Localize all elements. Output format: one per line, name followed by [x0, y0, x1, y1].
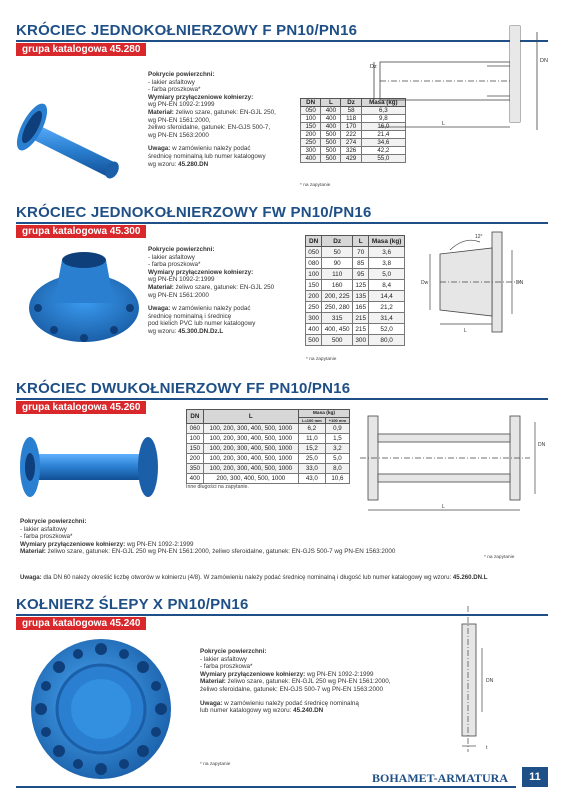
table-row: [187, 453, 350, 463]
cell: 400, 450: [322, 324, 353, 335]
section-title: KOŁNIERZ ŚLEPY X PN10/PN16: [16, 596, 249, 613]
uwaga-text: w zamówieniu należy podać średnicę nominalną: [224, 699, 359, 707]
table-row: [306, 258, 405, 269]
material-text: wg PN-EN 1561:2000,: [148, 116, 211, 124]
dims-value: wg PN-EN 1092-2:1999: [306, 670, 374, 678]
table-row: [187, 473, 350, 483]
dim-label-l: L: [442, 121, 446, 127]
dim-label-dn: DN: [538, 442, 546, 448]
cell: 200: [301, 131, 321, 139]
cell: 58: [341, 107, 361, 115]
table-row: [187, 443, 350, 453]
cell: 100: [187, 433, 204, 443]
cell: 9,8: [361, 115, 405, 123]
cell: 8,4: [369, 280, 405, 291]
coating-label: Pokrycie powierzchni:: [148, 71, 215, 78]
catalog-group-badge: grupa katalogowa 45.260: [16, 401, 146, 414]
cell: 14,4: [369, 291, 405, 302]
cell: 500: [322, 335, 353, 346]
cell: 43,0: [298, 473, 325, 483]
column-header: DN: [306, 236, 322, 247]
cell: 080: [306, 258, 322, 269]
cell: 15,2: [298, 443, 325, 453]
coating-option: - farba proszkowa*: [148, 261, 201, 269]
column-header: Masa (kg): [298, 410, 349, 418]
dim-label-dz: Dz: [370, 64, 377, 70]
technical-drawing-fw: [420, 228, 550, 338]
cell: 300: [301, 147, 321, 155]
uwaga-text: wg wzoru:: [148, 160, 177, 168]
spec-table: [305, 235, 405, 346]
cell: 21,4: [361, 131, 405, 139]
column-header: Masa (kg): [361, 99, 405, 107]
cell: 3,8: [369, 258, 405, 269]
cell: 3,2: [325, 443, 349, 453]
dim-label-dn: DN: [486, 678, 494, 684]
cell: 400: [301, 155, 321, 163]
cell: 100, 200, 300, 400, 500, 1000: [203, 423, 298, 433]
cell: 170: [341, 123, 361, 131]
section-rule: [16, 222, 548, 224]
dim-label-dw: Dw: [421, 280, 429, 286]
cell: 42,2: [361, 147, 405, 155]
cell: 100: [301, 115, 321, 123]
catalog-code: 45.260.DN.L: [452, 574, 488, 581]
material-text: żeliwo szare, gatunek: EN-GJL 250: [175, 283, 275, 291]
table-row: [306, 302, 405, 313]
catalog-code: 45.240.DN: [293, 707, 324, 715]
cell: 5,0: [325, 453, 349, 463]
uwaga-text: pod kielich PVC lub numer katalogowy: [148, 320, 256, 328]
table-row: [306, 269, 405, 280]
cell: 25,0: [298, 453, 325, 463]
coating-option: - lakier asfaltowy: [148, 253, 195, 261]
dims-label: Wymiary przyłączeniowe kołnierzy:: [20, 540, 126, 548]
catalog-group-badge: grupa katalogowa 45.280: [16, 43, 146, 56]
dim-label-l: L: [464, 328, 467, 334]
material-text: żeliwo szare, gatunek: EN-GJL 250 wg PN-EN 1561:2000, żeliwo sferoidalne, gatunek: EN-GJS 500-7 wg PN-EN 1563:2000: [47, 548, 396, 556]
material-label: Materiał:: [148, 283, 174, 291]
product-photo-x: [26, 636, 176, 782]
cell: 150: [301, 123, 321, 131]
cell: 118: [341, 115, 361, 123]
cell: 400: [321, 115, 341, 123]
cell: 125: [353, 280, 369, 291]
footnote: * na zapytanie: [300, 183, 331, 188]
table-row: [306, 247, 405, 258]
dim-label-dn: DN: [516, 280, 524, 286]
cell: 200, 300, 400, 500, 1000: [203, 473, 298, 483]
cell: 0,9: [325, 423, 349, 433]
cell: 21,2: [369, 302, 405, 313]
cell: 6,2: [298, 423, 325, 433]
coating-option: - farba proszkowa*: [148, 86, 201, 94]
section-title: KRÓCIEC DWUKOŁNIERZOWY FF PN10/PN16: [16, 380, 351, 397]
angle-label: 12°: [475, 234, 483, 240]
cell: 100: [306, 269, 322, 280]
coating-option: - lakier asfaltowy: [200, 655, 247, 663]
material-text: żeliwo sferoidalne, gatunek: EN-GJS 500-7 wg PN-EN 1563:2000: [200, 685, 384, 693]
column-header: Dz: [322, 236, 353, 247]
cell: 100, 200, 300, 400, 500, 1000: [203, 463, 298, 473]
cell: 300: [353, 335, 369, 346]
uwaga-text: średnicę nominalną i średnicę: [148, 312, 232, 320]
catalog-group-badge: grupa katalogowa 45.300: [16, 225, 146, 238]
section-title: KRÓCIEC JEDNOKOŁNIERZOWY F PN10/PN16: [16, 22, 358, 39]
cell: 250, 280: [322, 302, 353, 313]
column-subheader: L=100 mm: [298, 417, 325, 423]
catalog-group-badge: grupa katalogowa 45.240: [16, 617, 146, 630]
dims-label: Wymiary przyłączeniowe kołnierzy:: [148, 93, 254, 101]
coating-option: - farba proszkowa*: [200, 663, 253, 671]
footnote: * na zapytanie: [484, 555, 515, 560]
cell: 060: [187, 423, 204, 433]
cell: 55,0: [361, 155, 405, 163]
table-row: [306, 335, 405, 346]
section-rule: [16, 398, 548, 400]
material-text: żeliwo szare, gatunek: EN-GJL 250,: [175, 108, 276, 116]
material-label: Materiał:: [200, 678, 226, 686]
table-header-row: [187, 410, 350, 418]
material-text: wg PN-EN 1563:2000: [148, 131, 209, 139]
dims-value: wg PN-EN 1092-2:1999: [148, 101, 215, 109]
cell: 250: [306, 302, 322, 313]
material-text: żeliwo sferoidalne, gatunek: EN-GJS 500-7,: [148, 124, 271, 132]
dim-label-t: t: [486, 745, 488, 751]
cell: 350: [187, 463, 204, 473]
cell: 326: [341, 147, 361, 155]
catalog-code: 45.280.DN: [178, 160, 209, 168]
cell: 222: [341, 131, 361, 139]
dims-label: Wymiary przyłączeniowe kołnierzy:: [148, 268, 254, 276]
cell: 100, 200, 300, 400, 500, 1000: [203, 453, 298, 463]
cell: 31,4: [369, 313, 405, 324]
cell: 500: [321, 155, 341, 163]
cell: 400: [321, 123, 341, 131]
cell: 300: [306, 313, 322, 324]
footnote: * na zapytanie: [200, 762, 231, 767]
table-row: [301, 147, 406, 155]
catalog-code: 45.300.DN.Dz.L: [178, 327, 224, 335]
coating-label: Pokrycie powierzchni:: [148, 246, 215, 253]
cell: 250: [301, 139, 321, 147]
coating-option: - lakier asfaltowy: [148, 78, 195, 86]
table-row: [187, 433, 350, 443]
uwaga-label: Uwaga:: [20, 574, 42, 581]
cell: 52,0: [369, 324, 405, 335]
uwaga-text: wg wzoru:: [148, 327, 177, 335]
product-photo-fw: [24, 248, 144, 348]
cell: 150: [306, 280, 322, 291]
cell: 400: [187, 473, 204, 483]
product-photo-ff: [16, 428, 166, 508]
cell: 5,0: [369, 269, 405, 280]
cell: 100, 200, 300, 400, 500, 1000: [203, 433, 298, 443]
cell: 200: [306, 291, 322, 302]
cell: 33,0: [298, 463, 325, 473]
cell: 500: [306, 335, 322, 346]
product-description: [148, 246, 274, 336]
cell: 315: [322, 313, 353, 324]
table-row: [306, 291, 405, 302]
uwaga-label: Uwaga:: [200, 699, 223, 707]
coating-option: - farba proszkowa*: [20, 533, 73, 541]
coating-label: Pokrycie powierzchni:: [20, 518, 87, 525]
column-header: L: [321, 99, 341, 107]
technical-drawing-f: [372, 22, 548, 140]
brand-logo-text: BOHAMET-ARMATURA: [372, 771, 509, 785]
material-text: żeliwo szare, gatunek: EN-GJL 250 wg PN-EN 1561:2000,: [227, 678, 391, 686]
cell: 400: [321, 107, 341, 115]
cell: 160: [322, 280, 353, 291]
uwaga-text: lub numer katalogowy wg wzoru:: [200, 707, 292, 715]
cell: 215: [353, 324, 369, 335]
cell: 34,6: [361, 139, 405, 147]
dim-label-dn: DN: [540, 58, 548, 64]
column-header: Masa (kg): [369, 236, 405, 247]
product-photo-f: [20, 95, 130, 195]
cell: 1,5: [325, 433, 349, 443]
product-description: [200, 648, 391, 715]
table-row: [306, 313, 405, 324]
cell: 110: [322, 269, 353, 280]
footnote: * na zapytanie: [306, 357, 337, 362]
cell: 3,6: [369, 247, 405, 258]
cell: 11,0: [298, 433, 325, 443]
uwaga-text: średnicę nominalną lub numer katalogowy: [148, 152, 266, 160]
table-row: [301, 155, 406, 163]
column-header: DN: [187, 410, 204, 424]
cell: 16,0: [361, 123, 405, 131]
table-row: [306, 324, 405, 335]
cell: 8,0: [325, 463, 349, 473]
column-subheader: +100 mm: [325, 417, 349, 423]
cell: 500: [321, 147, 341, 155]
coating-option: - lakier asfaltowy: [20, 525, 67, 533]
material-label: Materiał:: [20, 548, 46, 556]
product-description: [20, 518, 395, 556]
dim-label-l: L: [442, 504, 445, 510]
column-header: L: [353, 236, 369, 247]
dims-value: wg PN-EN 1092-2:1999: [148, 276, 215, 284]
product-description: [148, 71, 276, 168]
uwaga-text: w zamówieniu należy podać: [172, 145, 251, 153]
table-row: [306, 280, 405, 291]
cell: 70: [353, 247, 369, 258]
cell: 50: [322, 247, 353, 258]
uwaga-label: Uwaga:: [148, 145, 171, 153]
cell: 100, 200, 300, 400, 500, 1000: [203, 443, 298, 453]
uwaga-text: dla DN 60 należy określić liczbę otworów w kołnierzu (4/8). W zamówieniu należy podać średnicę nominalną i długość lub numer katalogowy wg wzoru:: [43, 574, 452, 581]
cell: 215: [353, 313, 369, 324]
material-label: Materiał:: [148, 108, 174, 116]
order-note: [20, 574, 487, 581]
dims-value: wg PN-EN 1092-2:1999: [126, 540, 194, 548]
cell: 500: [321, 131, 341, 139]
material-text: wg PN-EN 1561:2000: [148, 291, 209, 299]
cell: 050: [306, 247, 322, 258]
uwaga-text: w zamówieniu należy podać: [172, 305, 251, 313]
table-header-row: [306, 236, 405, 247]
cell: 429: [341, 155, 361, 163]
cell: 165: [353, 302, 369, 313]
cell: 150: [187, 443, 204, 453]
cell: 274: [341, 139, 361, 147]
page-number: 11: [522, 767, 548, 787]
cell: 050: [301, 107, 321, 115]
table-row: [187, 463, 350, 473]
footer-rule: [16, 786, 516, 788]
cell: 200, 225: [322, 291, 353, 302]
column-header: Dz: [341, 99, 361, 107]
cell: 400: [306, 324, 322, 335]
column-header: L: [203, 410, 298, 424]
cell: 6,3: [361, 107, 405, 115]
cell: 85: [353, 258, 369, 269]
section-title: KRÓCIEC JEDNOKOŁNIERZOWY FW PN10/PN16: [16, 204, 372, 221]
table-footnote: Inne długości na zapytanie.: [186, 484, 249, 490]
technical-drawing-x: [446, 602, 546, 762]
cell: 90: [322, 258, 353, 269]
dims-label: Wymiary przyłączeniowe kołnierzy:: [200, 670, 306, 678]
cell: 95: [353, 269, 369, 280]
coating-label: Pokrycie powierzchni:: [200, 648, 267, 655]
technical-drawing-ff: [360, 406, 550, 518]
cell: 200: [187, 453, 204, 463]
column-header: DN: [301, 99, 321, 107]
table-row: [187, 423, 350, 433]
uwaga-label: Uwaga:: [148, 305, 171, 313]
spec-table: [186, 409, 350, 484]
cell: 80,0: [369, 335, 405, 346]
cell: 10,6: [325, 473, 349, 483]
cell: 500: [321, 139, 341, 147]
cell: 135: [353, 291, 369, 302]
